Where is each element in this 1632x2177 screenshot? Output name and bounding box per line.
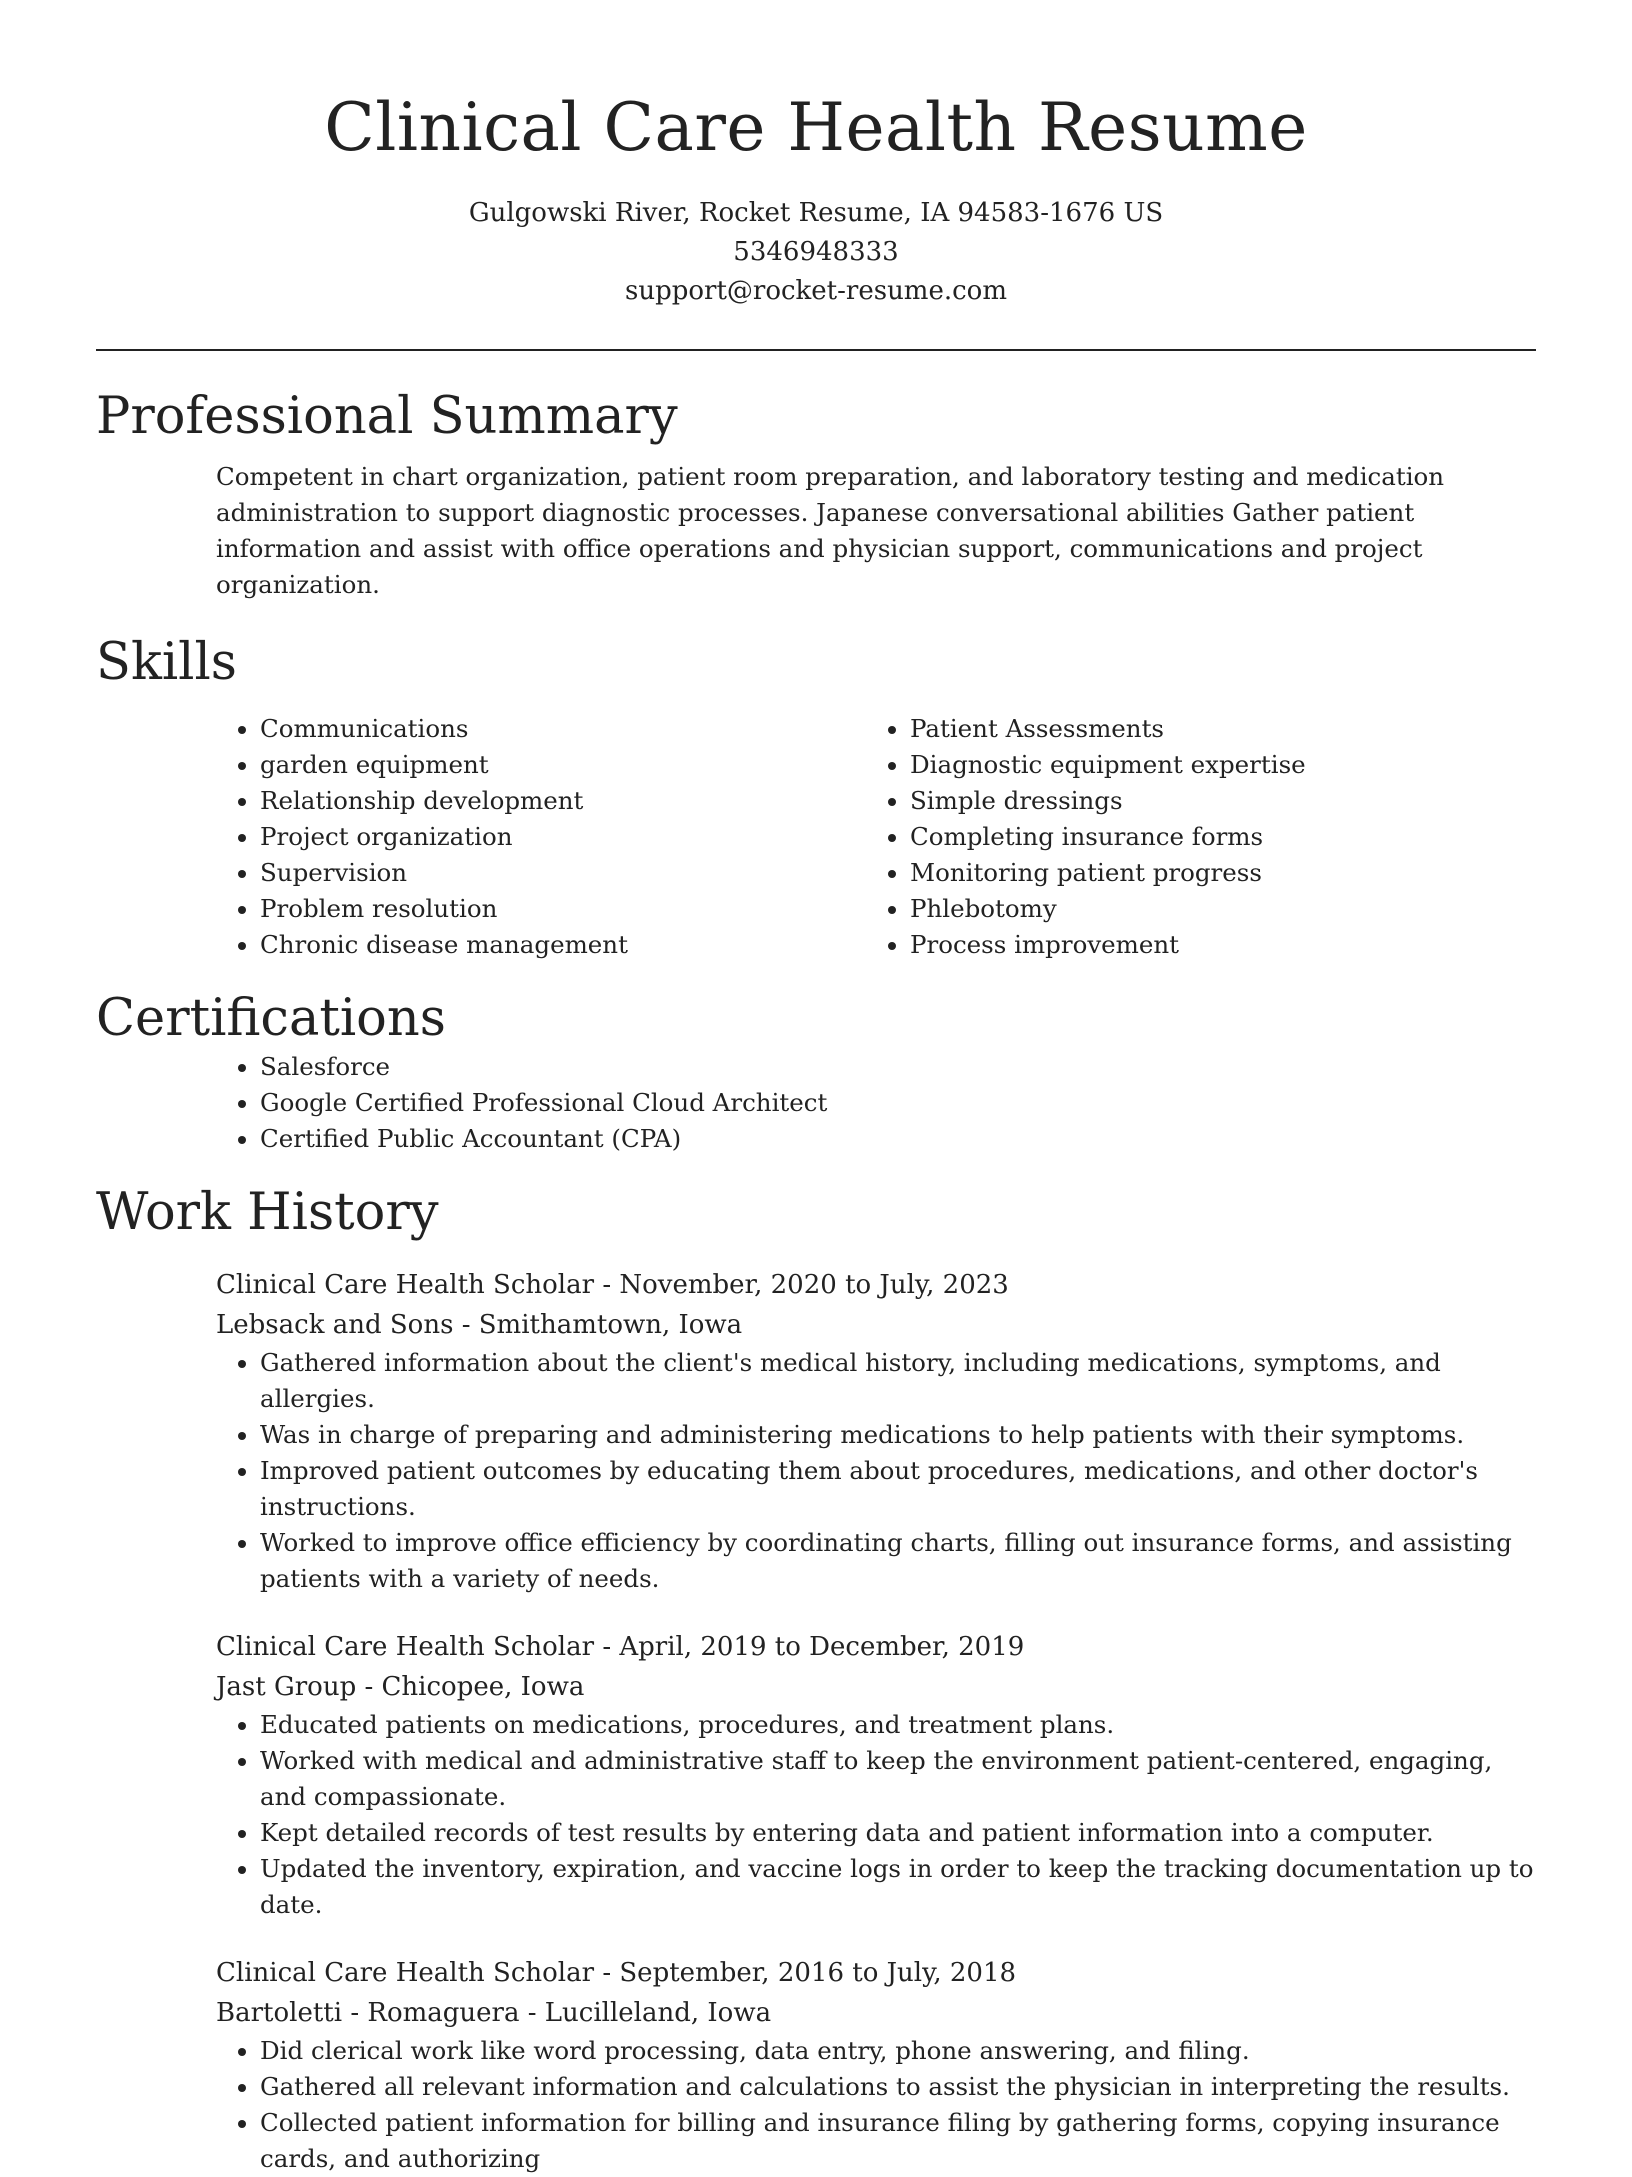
- job-role-dates: Clinical Care Health Scholar - April, 2019 to December, 2019: [216, 1632, 1025, 1662]
- skill-item: • Supervision: [260, 855, 746, 891]
- summary-text: Competent in chart organization, patient room preparation, and laboratory testing and medication administration to support diagnostic processes. Japanese conversational abilities Gather patient information and assist with office operations and physician support, communications and project organization.: [216, 462, 1445, 599]
- job-task-item: • Gathered all relevant information and calculations to assist the physician in interpreting the results.: [260, 2069, 1536, 2105]
- skill-item: • garden equipment: [260, 747, 746, 783]
- summary-heading: Professional Summary: [96, 387, 678, 446]
- job-task-item: • Did clerical work like word processing, data entry, phone answering, and filing.: [260, 2033, 1536, 2069]
- skill-item: • Problem resolution: [260, 891, 746, 927]
- job-task-item: • Kept detailed records of test results by entering data and patient information into a computer.: [260, 1815, 1536, 1851]
- job-task-list: [216, 1707, 1536, 1923]
- job-task-list: [216, 2033, 1536, 2177]
- contact-phone: 5346948333: [733, 237, 899, 267]
- job-entry: [216, 1265, 1536, 1597]
- skills-column-right: [746, 711, 1306, 963]
- job-company-location: Lebsack and Sons - Smithamtown, Iowa: [216, 1310, 743, 1340]
- job-task-item: • Was in charge of preparing and administering medications to help patients with their symptoms.: [260, 1417, 1536, 1453]
- job-entry: [216, 1627, 1536, 1923]
- job-company-location: Bartoletti - Romaguera - Lucilleland, Iowa: [216, 1998, 772, 2028]
- skill-item: • Diagnostic equipment expertise: [910, 747, 1306, 783]
- job-task-item: • Improved patient outcomes by educating them about procedures, medications, and other doctor's instructions.: [260, 1453, 1536, 1525]
- header-divider: [96, 349, 1536, 351]
- skill-item: • Project organization: [260, 819, 746, 855]
- skill-item: • Process improvement: [910, 927, 1306, 963]
- certification-item: • Salesforce: [260, 1049, 1536, 1085]
- contact-email: support@rocket-resume.com: [624, 276, 1007, 306]
- job-company-location: Jast Group - Chicopee, Iowa: [216, 1672, 585, 1702]
- work-history-heading: Work History: [96, 1183, 439, 1242]
- job-task-item: • Worked to improve office efficiency by coordinating charts, filling out insurance forms, and assisting patients with a variety of needs.: [260, 1525, 1536, 1597]
- resume-page: [96, 0, 1536, 2177]
- job-entry: [216, 1953, 1536, 2177]
- skill-item: • Completing insurance forms: [910, 819, 1306, 855]
- skill-item: • Monitoring patient progress: [910, 855, 1306, 891]
- job-role-dates: Clinical Care Health Scholar - September, 2016 to July, 2018: [216, 1958, 1017, 1988]
- job-task-item: • Collected patient information for billing and insurance filing by gathering forms, copying insurance cards, and authorizing: [260, 2105, 1536, 2177]
- certifications-list: [96, 1049, 1536, 1157]
- certification-item: • Google Certified Professional Cloud Architect: [260, 1085, 1536, 1121]
- skills-column-left: [96, 711, 746, 963]
- skills-heading: Skills: [96, 633, 237, 692]
- job-task-item: • Updated the inventory, expiration, and vaccine logs in order to keep the tracking documentation up to date.: [260, 1851, 1536, 1923]
- job-task-list: [216, 1345, 1536, 1597]
- skills-list: [96, 711, 1536, 963]
- skill-item: • Relationship development: [260, 783, 746, 819]
- job-task-item: • Worked with medical and administrative staff to keep the environment patient-centered, engaging, and compassionate.: [260, 1743, 1536, 1815]
- skill-item: • Phlebotomy: [910, 891, 1306, 927]
- resume-title: Clinical Care Health Resume: [324, 89, 1308, 166]
- resume-header: [96, 0, 1536, 311]
- skill-item: • Patient Assessments: [910, 711, 1306, 747]
- certifications-heading: Certifications: [96, 989, 446, 1048]
- skill-item: • Chronic disease management: [260, 927, 746, 963]
- skill-item: • Communications: [260, 711, 746, 747]
- job-task-item: • Gathered information about the client's medical history, including medications, symptoms, and allergies.: [260, 1345, 1536, 1417]
- job-task-item: • Educated patients on medications, procedures, and treatment plans.: [260, 1707, 1536, 1743]
- skill-item: • Simple dressings: [910, 783, 1306, 819]
- job-role-dates: Clinical Care Health Scholar - November, 2020 to July, 2023: [216, 1270, 1009, 1300]
- contact-address: Gulgowski River, Rocket Resume, IA 94583-1676 US: [468, 198, 1164, 228]
- certification-item: • Certified Public Accountant (CPA): [260, 1121, 1536, 1157]
